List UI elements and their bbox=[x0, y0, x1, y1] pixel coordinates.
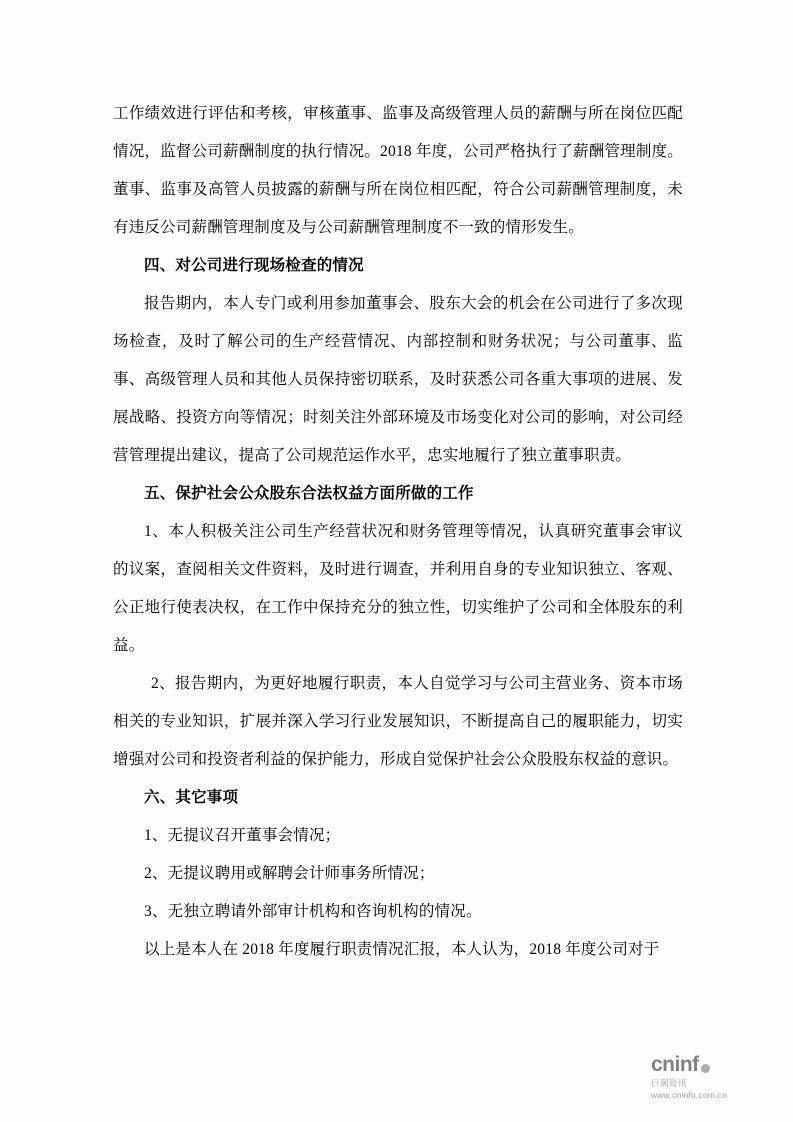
paragraph: 报告期内，本人专门或利用参加董事会、股东大会的机会在公司进行了多次现场检查，及时了解公司的生产经营情况、内部控制和财务状况；与公司董事、监事、高级管理人员和其他人员保持密切联系，及时获悉公司各重大事项的进展、发展战略、投资方向等情况；时刻关注外部环境及市场变化对公司的影响，对公司经营管理提出建议，提高了公司规范运作水平，忠实地履行了独立董事职责。 bbox=[113, 295, 683, 464]
list-item: 1、无提议召开董事会情况； bbox=[144, 827, 341, 844]
document-body bbox=[113, 95, 683, 969]
watermark-subtitle: 巨潮资讯 bbox=[651, 1078, 688, 1088]
paragraph: 工作绩效进行评估和考核，审核董事、监事及高级管理人员的薪酬与所在岗位匹配情况，监督公司薪酬制度的执行情况。2018 年度，公司严格执行了薪酬管理制度。董事、监事及高管人员披露的薪酬与所在岗位相匹配，符合公司薪酬管理制度，未有违反公司薪酬管理制度及与公司薪酬管理制度不一致的情形发生。 bbox=[113, 105, 683, 236]
section-heading-four: 四、对公司进行现场检查的情况 bbox=[144, 257, 364, 274]
cninfo-logo bbox=[651, 1054, 755, 1075]
watermark bbox=[651, 1054, 755, 1100]
cninfo-logo-text: cninf bbox=[651, 1053, 699, 1076]
list-item: 3、无独立聘请外部审计机构和咨询机构的情况。 bbox=[144, 903, 482, 920]
paragraph: 2、报告期内，为更好地履行职责，本人自觉学习与公司主营业务、资本市场相关的专业知识，扩展并深入学习行业发展知识，不断提高自己的履职能力，切实增强对公司和投资者利益的保护能力，形成自觉保护社会公众股股东权益的意识。 bbox=[113, 675, 683, 768]
logo-dot-icon bbox=[701, 1064, 710, 1073]
section-heading-five: 五、保护社会公众股东合法权益方面所做的工作 bbox=[144, 485, 474, 502]
paragraph: 1、本人积极关注公司生产经营状况和财务管理等情况，认真研究董事会审议的议案，查阅相关文件资料，及时进行调查，并利用自身的专业知识独立、客观、公正地行使表决权，在工作中保持充分的独立性，切实维护了公司和全体股东的利益。 bbox=[113, 523, 683, 654]
watermark-url: www.cninfo.com.cn bbox=[651, 1090, 728, 1100]
paragraph: 以上是本人在 2018 年度履行职责情况汇报，本人认为，2018 年度公司对于 bbox=[144, 941, 660, 958]
section-heading-six: 六、其它事项 bbox=[144, 789, 239, 806]
list-item: 2、无提议聘用或解聘会计师事务所情况； bbox=[144, 865, 435, 882]
